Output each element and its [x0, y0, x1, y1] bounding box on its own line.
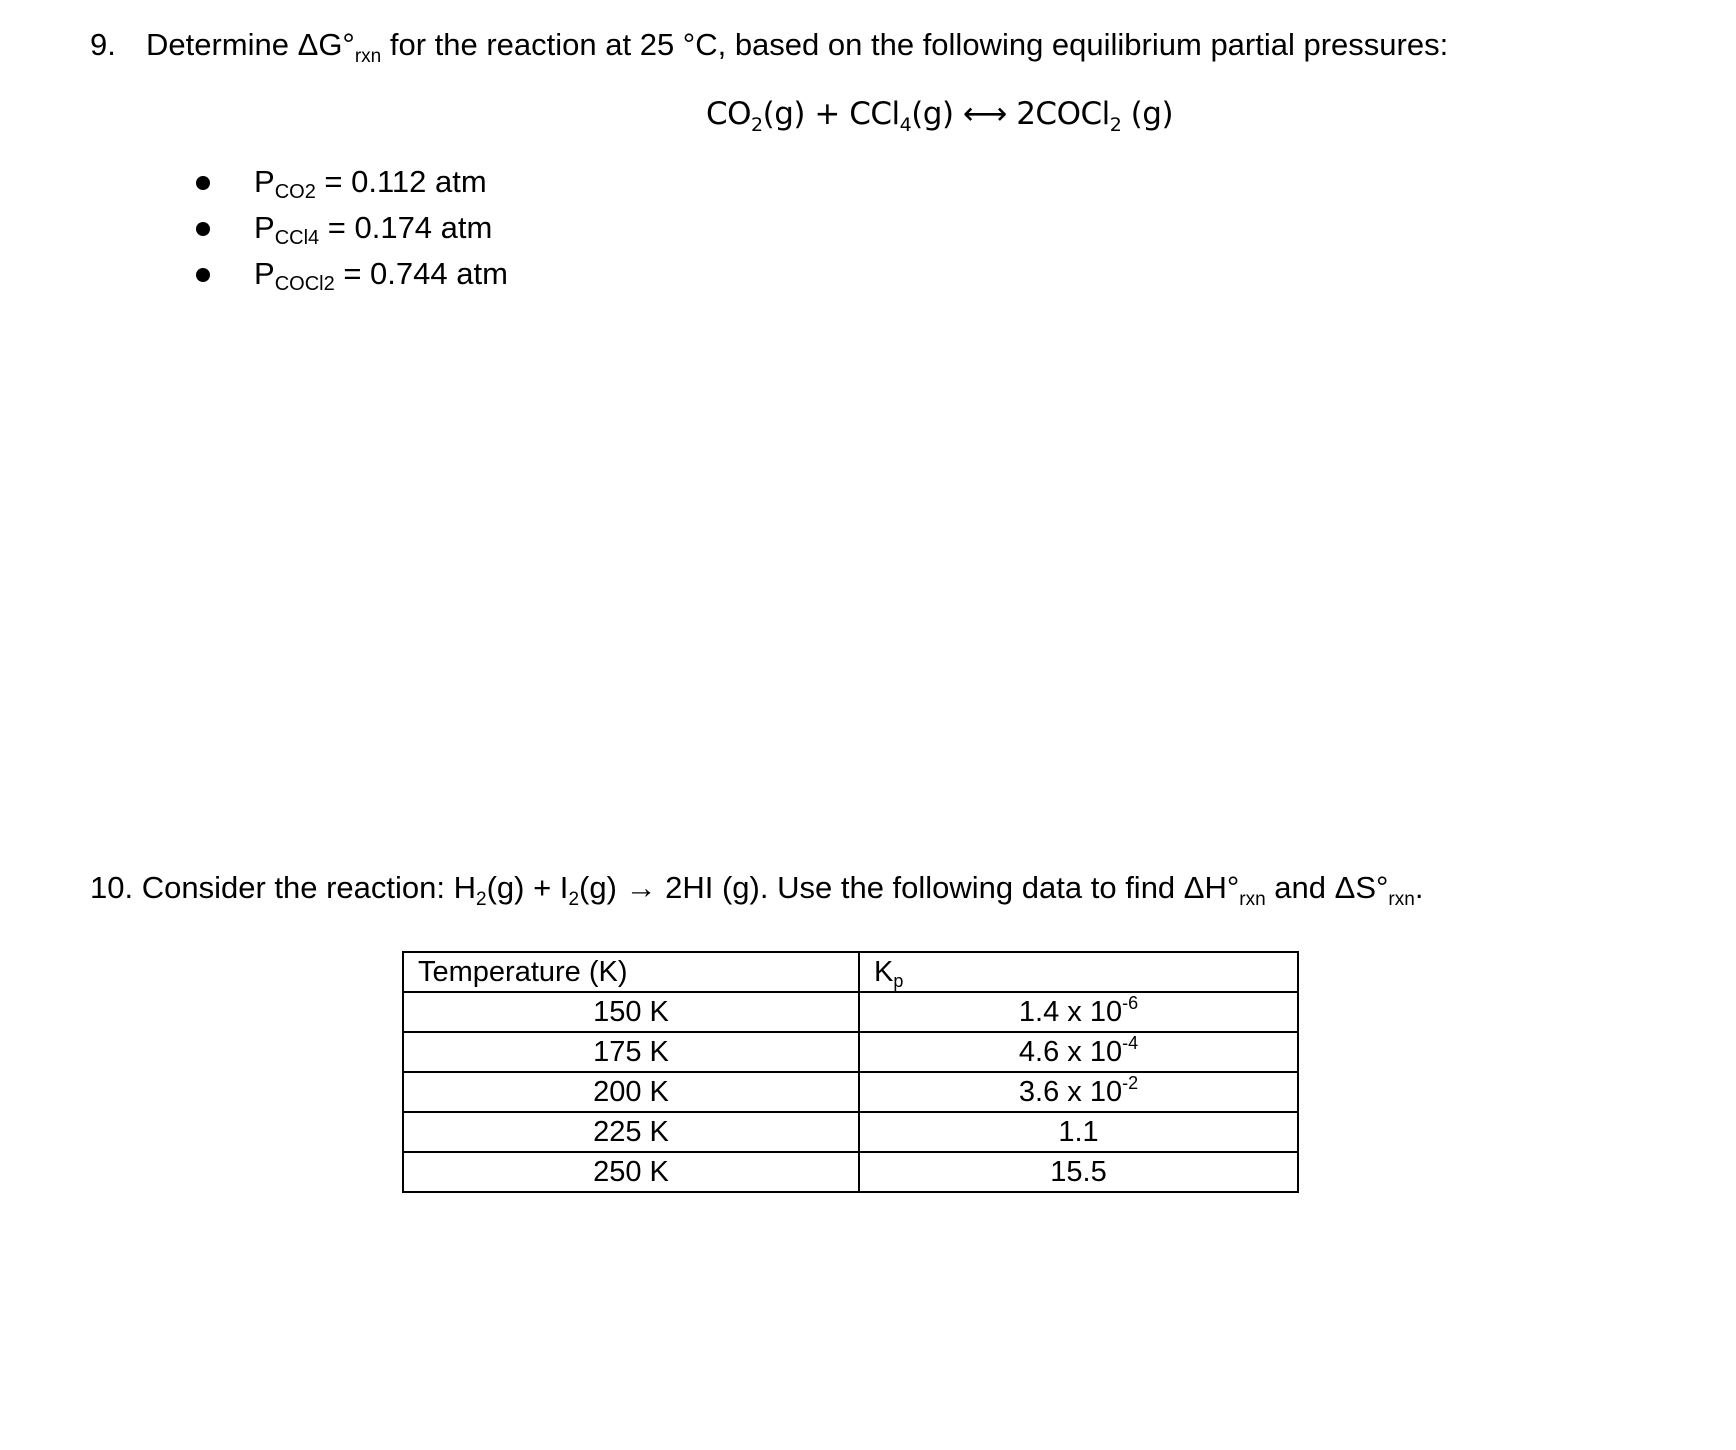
pressure-text	[254, 164, 487, 203]
kp-base: 1.1	[1058, 1115, 1099, 1148]
header-kp-subscript: p	[893, 970, 904, 991]
prompt-text: Determine ΔG°	[146, 27, 355, 62]
pressure-value: = 0.174 atm	[319, 210, 493, 245]
table-row	[403, 1112, 1298, 1152]
prompt-text: .	[1414, 870, 1424, 905]
pressure-symbol: P	[254, 256, 275, 291]
temperature-cell: 200 K	[403, 1072, 859, 1112]
pressure-symbol: P	[254, 164, 275, 199]
kp-base: 3.6 x 10	[1018, 1075, 1123, 1108]
pressure-subscript: CO2	[274, 181, 316, 203]
pressure-symbol: P	[254, 210, 275, 245]
equation-text: CO	[706, 96, 752, 132]
pressure-text	[254, 256, 508, 295]
kp-base: 1.4 x 10	[1018, 995, 1123, 1028]
kp-exponent: -4	[1122, 1032, 1139, 1053]
bullet-icon	[196, 222, 210, 236]
bullet-icon	[196, 176, 210, 190]
prompt-text: Consider the reaction: H	[133, 870, 477, 905]
prompt-subscript: rxn	[1239, 889, 1266, 910]
prompt-subscript: rxn	[1388, 889, 1415, 910]
table-row	[403, 1032, 1298, 1072]
column-header-temperature: Temperature (K)	[403, 952, 859, 992]
temperature-cell: 225 K	[403, 1112, 859, 1152]
kp-cell	[859, 1152, 1298, 1192]
column-header-kp	[859, 952, 1298, 992]
pressure-value: = 0.744 atm	[334, 256, 508, 291]
kp-cell	[859, 992, 1298, 1032]
prompt-subscript: rxn	[354, 46, 382, 67]
pressure-subscript: CCl4	[274, 227, 320, 249]
equation-text: (g) ⟷ 2COCl	[911, 96, 1110, 132]
pressure-value: = 0.112 atm	[315, 164, 487, 199]
kp-exponent: -6	[1122, 992, 1139, 1013]
kp-cell	[859, 1112, 1298, 1152]
kp-cell	[859, 1032, 1298, 1072]
question-number: 10.	[90, 870, 134, 905]
temperature-cell: 250 K	[403, 1152, 859, 1192]
temperature-cell: 175 K	[403, 1032, 859, 1072]
kp-cell	[859, 1072, 1298, 1112]
kp-base: 15.5	[1050, 1155, 1107, 1188]
question-number: 9.	[90, 27, 116, 62]
header-kp-text: K	[874, 955, 894, 988]
prompt-text: (g) → 2HI (g). Use the following data to find ΔH°	[579, 870, 1240, 905]
reaction-equation	[706, 96, 1174, 136]
prompt-subscript: 2	[476, 889, 487, 910]
prompt-text: (g) + I	[486, 870, 569, 905]
kp-base: 4.6 x 10	[1018, 1035, 1123, 1068]
equation-subscript: 2	[1109, 114, 1122, 136]
table-row	[403, 992, 1298, 1032]
question-9-prompt	[146, 27, 1449, 67]
kp-exponent: -2	[1122, 1072, 1139, 1093]
equation-text: (g)	[1121, 96, 1174, 132]
question-10-prompt	[90, 870, 1424, 910]
equation-subscript: 2	[751, 114, 763, 136]
equation-text: (g) + CCl	[762, 96, 900, 132]
question-9-number	[90, 27, 116, 63]
pressure-subscript: COCl2	[274, 273, 335, 295]
prompt-text: and ΔS°	[1265, 870, 1389, 905]
pressure-text	[254, 210, 493, 249]
prompt-subscript: 2	[568, 889, 580, 910]
table-row	[403, 1152, 1298, 1192]
equation-subscript: 4	[899, 114, 912, 136]
table-row	[403, 1072, 1298, 1112]
bullet-icon	[196, 268, 210, 282]
temperature-cell: 150 K	[403, 992, 859, 1032]
prompt-text: for the reaction at 25 °C, based on the following equilibrium partial pressures:	[381, 27, 1449, 62]
kp-data-table	[402, 951, 1299, 1193]
table-header-row	[403, 952, 1298, 992]
